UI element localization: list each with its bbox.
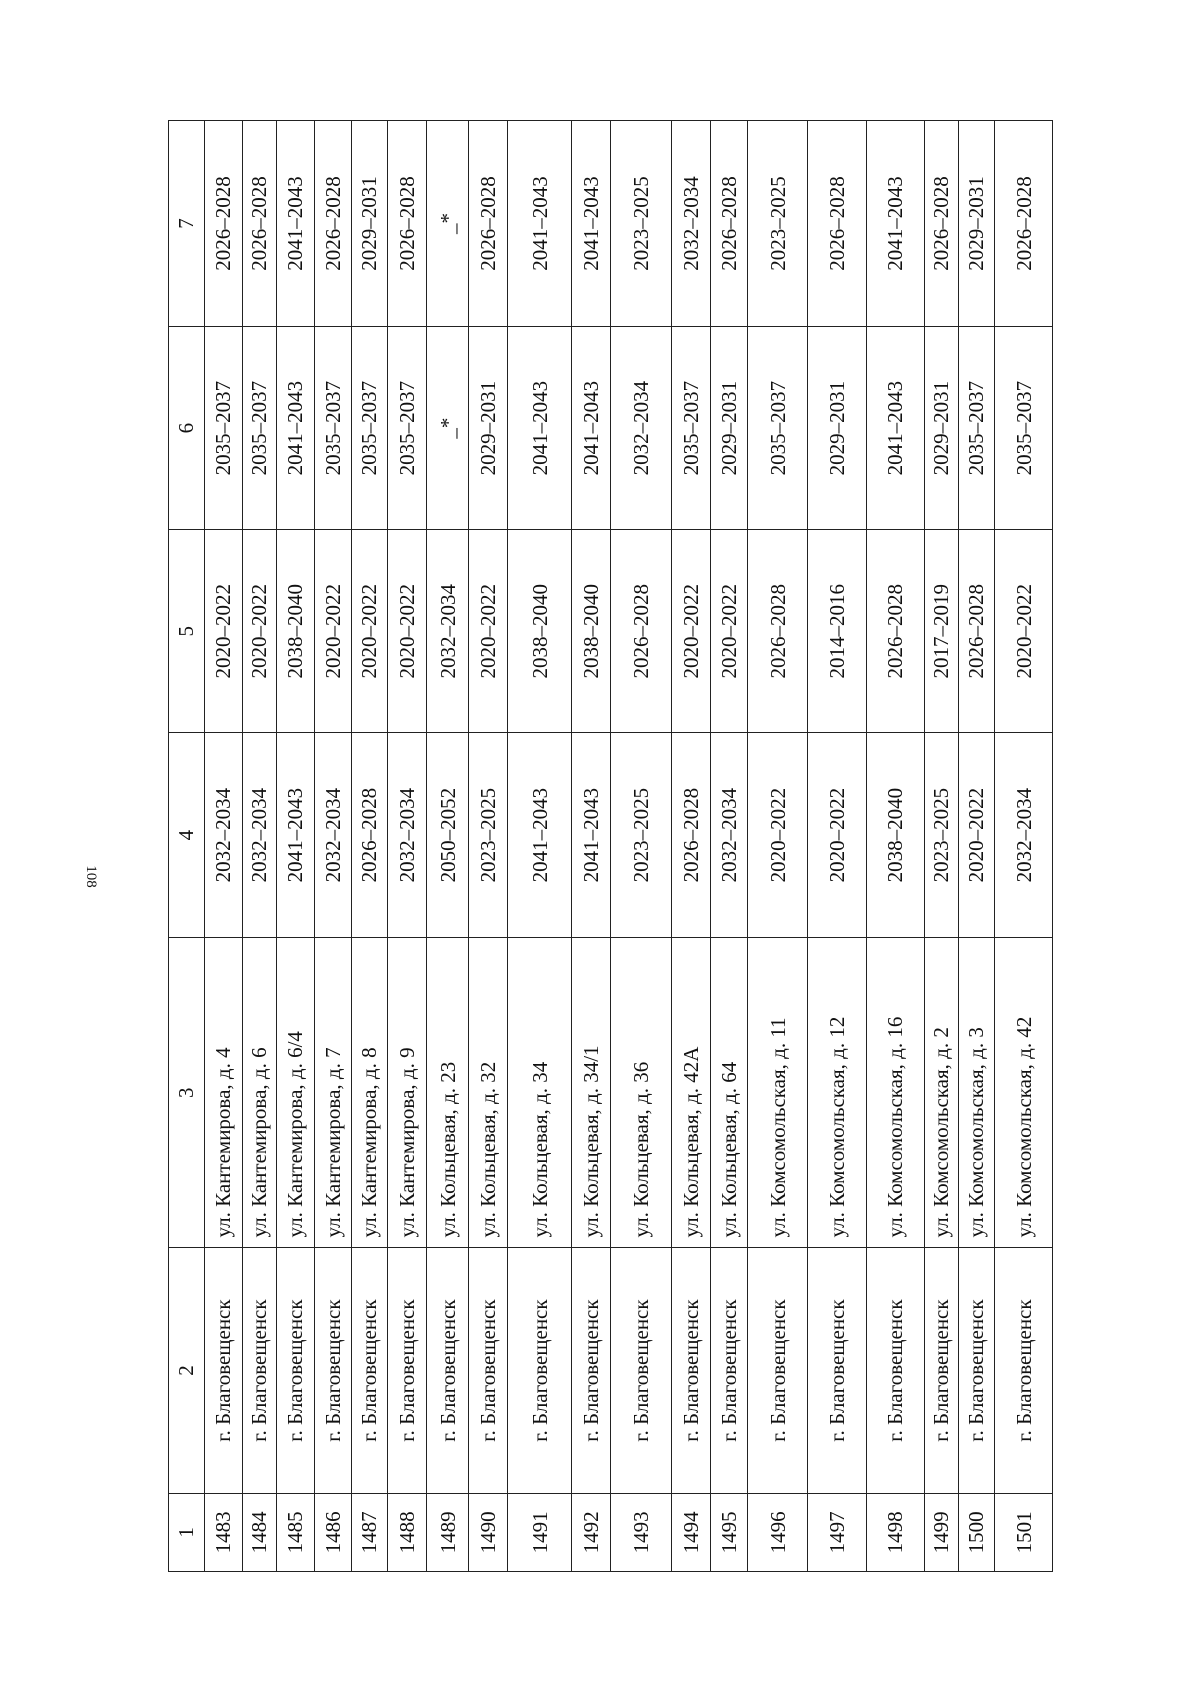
period-cell: 2041–2043: [508, 327, 572, 530]
table-row: [469, 121, 508, 1572]
period-cell: 2026–2028: [610, 530, 672, 733]
period-cell: 2026–2028: [314, 121, 351, 327]
row-number-cell: 1490: [469, 1493, 508, 1571]
city-cell: г. Благовещенск: [958, 1248, 995, 1493]
city-cell: г. Благовещенск: [924, 1248, 958, 1493]
row-number-cell: 1495: [711, 1493, 748, 1571]
period-cell: 2026–2028: [672, 733, 711, 938]
period-cell: 2026–2028: [242, 121, 276, 327]
header-cell: 1: [169, 1493, 205, 1571]
address-cell: ул. Комсомольская, д. 11: [748, 937, 807, 1248]
city-cell: г. Благовещенск: [995, 1248, 1053, 1493]
period-cell: 2014–2016: [807, 530, 866, 733]
row-number-cell: 1500: [958, 1493, 995, 1571]
period-cell: 2038–2040: [276, 530, 314, 733]
period-cell: 2041–2043: [276, 733, 314, 938]
period-cell: 2020–2022: [242, 530, 276, 733]
period-cell: 2032–2034: [204, 733, 242, 938]
row-number-cell: 1487: [351, 1493, 388, 1571]
table-body: [169, 121, 1053, 1572]
header-cell: 4: [169, 733, 205, 938]
period-cell: 2020–2022: [748, 733, 807, 938]
period-cell: 2026–2028: [204, 121, 242, 327]
table-row: [711, 121, 748, 1572]
row-number-cell: 1488: [388, 1493, 427, 1571]
period-cell: 2020–2022: [469, 530, 508, 733]
period-cell: 2032–2034: [388, 733, 427, 938]
period-cell: 2038–2040: [508, 530, 572, 733]
table-row: [276, 121, 314, 1572]
period-cell: 2041–2043: [571, 121, 610, 327]
period-cell: 2029–2031: [351, 121, 388, 327]
period-cell: 2032–2034: [427, 530, 469, 733]
period-cell: 2020–2022: [314, 530, 351, 733]
address-cell: ул. Комсомольская, д. 3: [958, 937, 995, 1248]
row-number-cell: 1484: [242, 1493, 276, 1571]
period-cell: 2026–2028: [711, 121, 748, 327]
header-cell: 6: [169, 327, 205, 530]
city-cell: г. Благовещенск: [351, 1248, 388, 1493]
address-cell: ул. Кольцевая, д. 32: [469, 937, 508, 1248]
table-row: [610, 121, 672, 1572]
city-cell: г. Благовещенск: [672, 1248, 711, 1493]
address-cell: ул. Кантемирова, д. 6: [242, 937, 276, 1248]
table-row: [204, 121, 242, 1572]
period-cell: 2035–2037: [351, 327, 388, 530]
period-cell: 2026–2028: [995, 121, 1053, 327]
page-number: 108: [82, 865, 99, 888]
period-cell: 2023–2025: [610, 733, 672, 938]
address-cell: ул. Кантемирова, д. 8: [351, 937, 388, 1248]
address-cell: ул. Комсомольская, д. 42: [995, 937, 1053, 1248]
row-number-cell: 1491: [508, 1493, 572, 1571]
table-row: [571, 121, 610, 1572]
header-cell: 3: [169, 937, 205, 1248]
city-cell: г. Благовещенск: [867, 1248, 924, 1493]
table-row: [672, 121, 711, 1572]
period-cell: 2041–2043: [508, 733, 572, 938]
period-cell: 2026–2028: [469, 121, 508, 327]
period-cell: 2026–2028: [958, 530, 995, 733]
table-row: [242, 121, 276, 1572]
city-cell: г. Благовещенск: [508, 1248, 572, 1493]
address-cell: ул. Кольцевая, д. 36: [610, 937, 672, 1248]
period-cell: 2041–2043: [867, 327, 924, 530]
period-cell: 2032–2034: [242, 733, 276, 938]
table-row: [924, 121, 958, 1572]
row-number-cell: 1493: [610, 1493, 672, 1571]
period-cell: 2026–2028: [388, 121, 427, 327]
table-row: [995, 121, 1053, 1572]
row-number-cell: 1498: [867, 1493, 924, 1571]
period-cell: 2041–2043: [571, 327, 610, 530]
address-cell: ул. Комсомольская, д. 16: [867, 937, 924, 1248]
period-cell: 2035–2037: [204, 327, 242, 530]
registry-table-container: [168, 120, 1053, 1572]
city-cell: г. Благовещенск: [711, 1248, 748, 1493]
period-cell: 2035–2037: [388, 327, 427, 530]
address-cell: ул. Комсомольская, д. 2: [924, 937, 958, 1248]
city-cell: г. Благовещенск: [571, 1248, 610, 1493]
address-cell: ул. Кантемирова, д. 9: [388, 937, 427, 1248]
table-row: [958, 121, 995, 1572]
period-cell: _*: [427, 327, 469, 530]
period-cell: 2035–2037: [748, 327, 807, 530]
table-row: [807, 121, 866, 1572]
header-row: [169, 121, 205, 1572]
period-cell: _*: [427, 121, 469, 327]
table-row: [314, 121, 351, 1572]
period-cell: 2032–2034: [672, 121, 711, 327]
header-cell: 2: [169, 1248, 205, 1493]
period-cell: 2035–2037: [958, 327, 995, 530]
address-cell: ул. Кантемирова, д. 7: [314, 937, 351, 1248]
period-cell: 2020–2022: [672, 530, 711, 733]
period-cell: 2020–2022: [351, 530, 388, 733]
period-cell: 2026–2028: [867, 530, 924, 733]
row-number-cell: 1486: [314, 1493, 351, 1571]
row-number-cell: 1485: [276, 1493, 314, 1571]
table-row: [748, 121, 807, 1572]
address-cell: ул. Кольцевая, д. 64: [711, 937, 748, 1248]
address-cell: ул. Кольцевая, д. 42А: [672, 937, 711, 1248]
period-cell: 2026–2028: [807, 121, 866, 327]
period-cell: 2020–2022: [204, 530, 242, 733]
address-cell: ул. Комсомольская, д. 12: [807, 937, 866, 1248]
period-cell: 2023–2025: [610, 121, 672, 327]
address-cell: ул. Кантемирова, д. 4: [204, 937, 242, 1248]
address-cell: ул. Кольцевая, д. 23: [427, 937, 469, 1248]
table-row: [508, 121, 572, 1572]
period-cell: 2029–2031: [469, 327, 508, 530]
city-cell: г. Благовещенск: [610, 1248, 672, 1493]
period-cell: 2020–2022: [807, 733, 866, 938]
period-cell: 2035–2037: [672, 327, 711, 530]
city-cell: г. Благовещенск: [204, 1248, 242, 1493]
header-cell: 5: [169, 530, 205, 733]
period-cell: 2041–2043: [276, 327, 314, 530]
row-number-cell: 1494: [672, 1493, 711, 1571]
row-number-cell: 1501: [995, 1493, 1053, 1571]
address-cell: ул. Кантемирова, д. 6/4: [276, 937, 314, 1248]
period-cell: 2026–2028: [924, 121, 958, 327]
period-cell: 2032–2034: [314, 733, 351, 938]
period-cell: 2023–2025: [924, 733, 958, 938]
table-row: [388, 121, 427, 1572]
period-cell: 2026–2028: [748, 530, 807, 733]
row-number-cell: 1497: [807, 1493, 866, 1571]
period-cell: 2017–2019: [924, 530, 958, 733]
period-cell: 2029–2031: [958, 121, 995, 327]
period-cell: 2020–2022: [711, 530, 748, 733]
address-cell: ул. Кольцевая, д. 34: [508, 937, 572, 1248]
city-cell: г. Благовещенск: [242, 1248, 276, 1493]
city-cell: г. Благовещенск: [276, 1248, 314, 1493]
row-number-cell: 1496: [748, 1493, 807, 1571]
city-cell: г. Благовещенск: [469, 1248, 508, 1493]
period-cell: 2035–2037: [242, 327, 276, 530]
registry-table: [168, 120, 1053, 1572]
period-cell: 2032–2034: [711, 733, 748, 938]
city-cell: г. Благовещенск: [748, 1248, 807, 1493]
row-number-cell: 1499: [924, 1493, 958, 1571]
period-cell: 2029–2031: [924, 327, 958, 530]
table-row: [351, 121, 388, 1572]
period-cell: 2020–2022: [995, 530, 1053, 733]
rotated-table-frame: [168, 120, 1053, 1572]
period-cell: 2029–2031: [807, 327, 866, 530]
table-row: [427, 121, 469, 1572]
header-cell: 7: [169, 121, 205, 327]
period-cell: 2020–2022: [958, 733, 995, 938]
table-row: [867, 121, 924, 1572]
period-cell: 2023–2025: [748, 121, 807, 327]
period-cell: 2041–2043: [508, 121, 572, 327]
city-cell: г. Благовещенск: [314, 1248, 351, 1493]
period-cell: 2032–2034: [995, 733, 1053, 938]
period-cell: 2035–2037: [314, 327, 351, 530]
city-cell: г. Благовещенск: [427, 1248, 469, 1493]
period-cell: 2035–2037: [995, 327, 1053, 530]
period-cell: 2023–2025: [469, 733, 508, 938]
period-cell: 2050–2052: [427, 733, 469, 938]
row-number-cell: 1489: [427, 1493, 469, 1571]
address-cell: ул. Кольцевая, д. 34/1: [571, 937, 610, 1248]
period-cell: 2029–2031: [711, 327, 748, 530]
period-cell: 2020–2022: [388, 530, 427, 733]
period-cell: 2026–2028: [351, 733, 388, 938]
period-cell: 2041–2043: [867, 121, 924, 327]
city-cell: г. Благовещенск: [388, 1248, 427, 1493]
city-cell: г. Благовещенск: [807, 1248, 866, 1493]
period-cell: 2041–2043: [276, 121, 314, 327]
period-cell: 2038–2040: [571, 530, 610, 733]
row-number-cell: 1483: [204, 1493, 242, 1571]
period-cell: 2041–2043: [571, 733, 610, 938]
period-cell: 2038–2040: [867, 733, 924, 938]
row-number-cell: 1492: [571, 1493, 610, 1571]
period-cell: 2032–2034: [610, 327, 672, 530]
